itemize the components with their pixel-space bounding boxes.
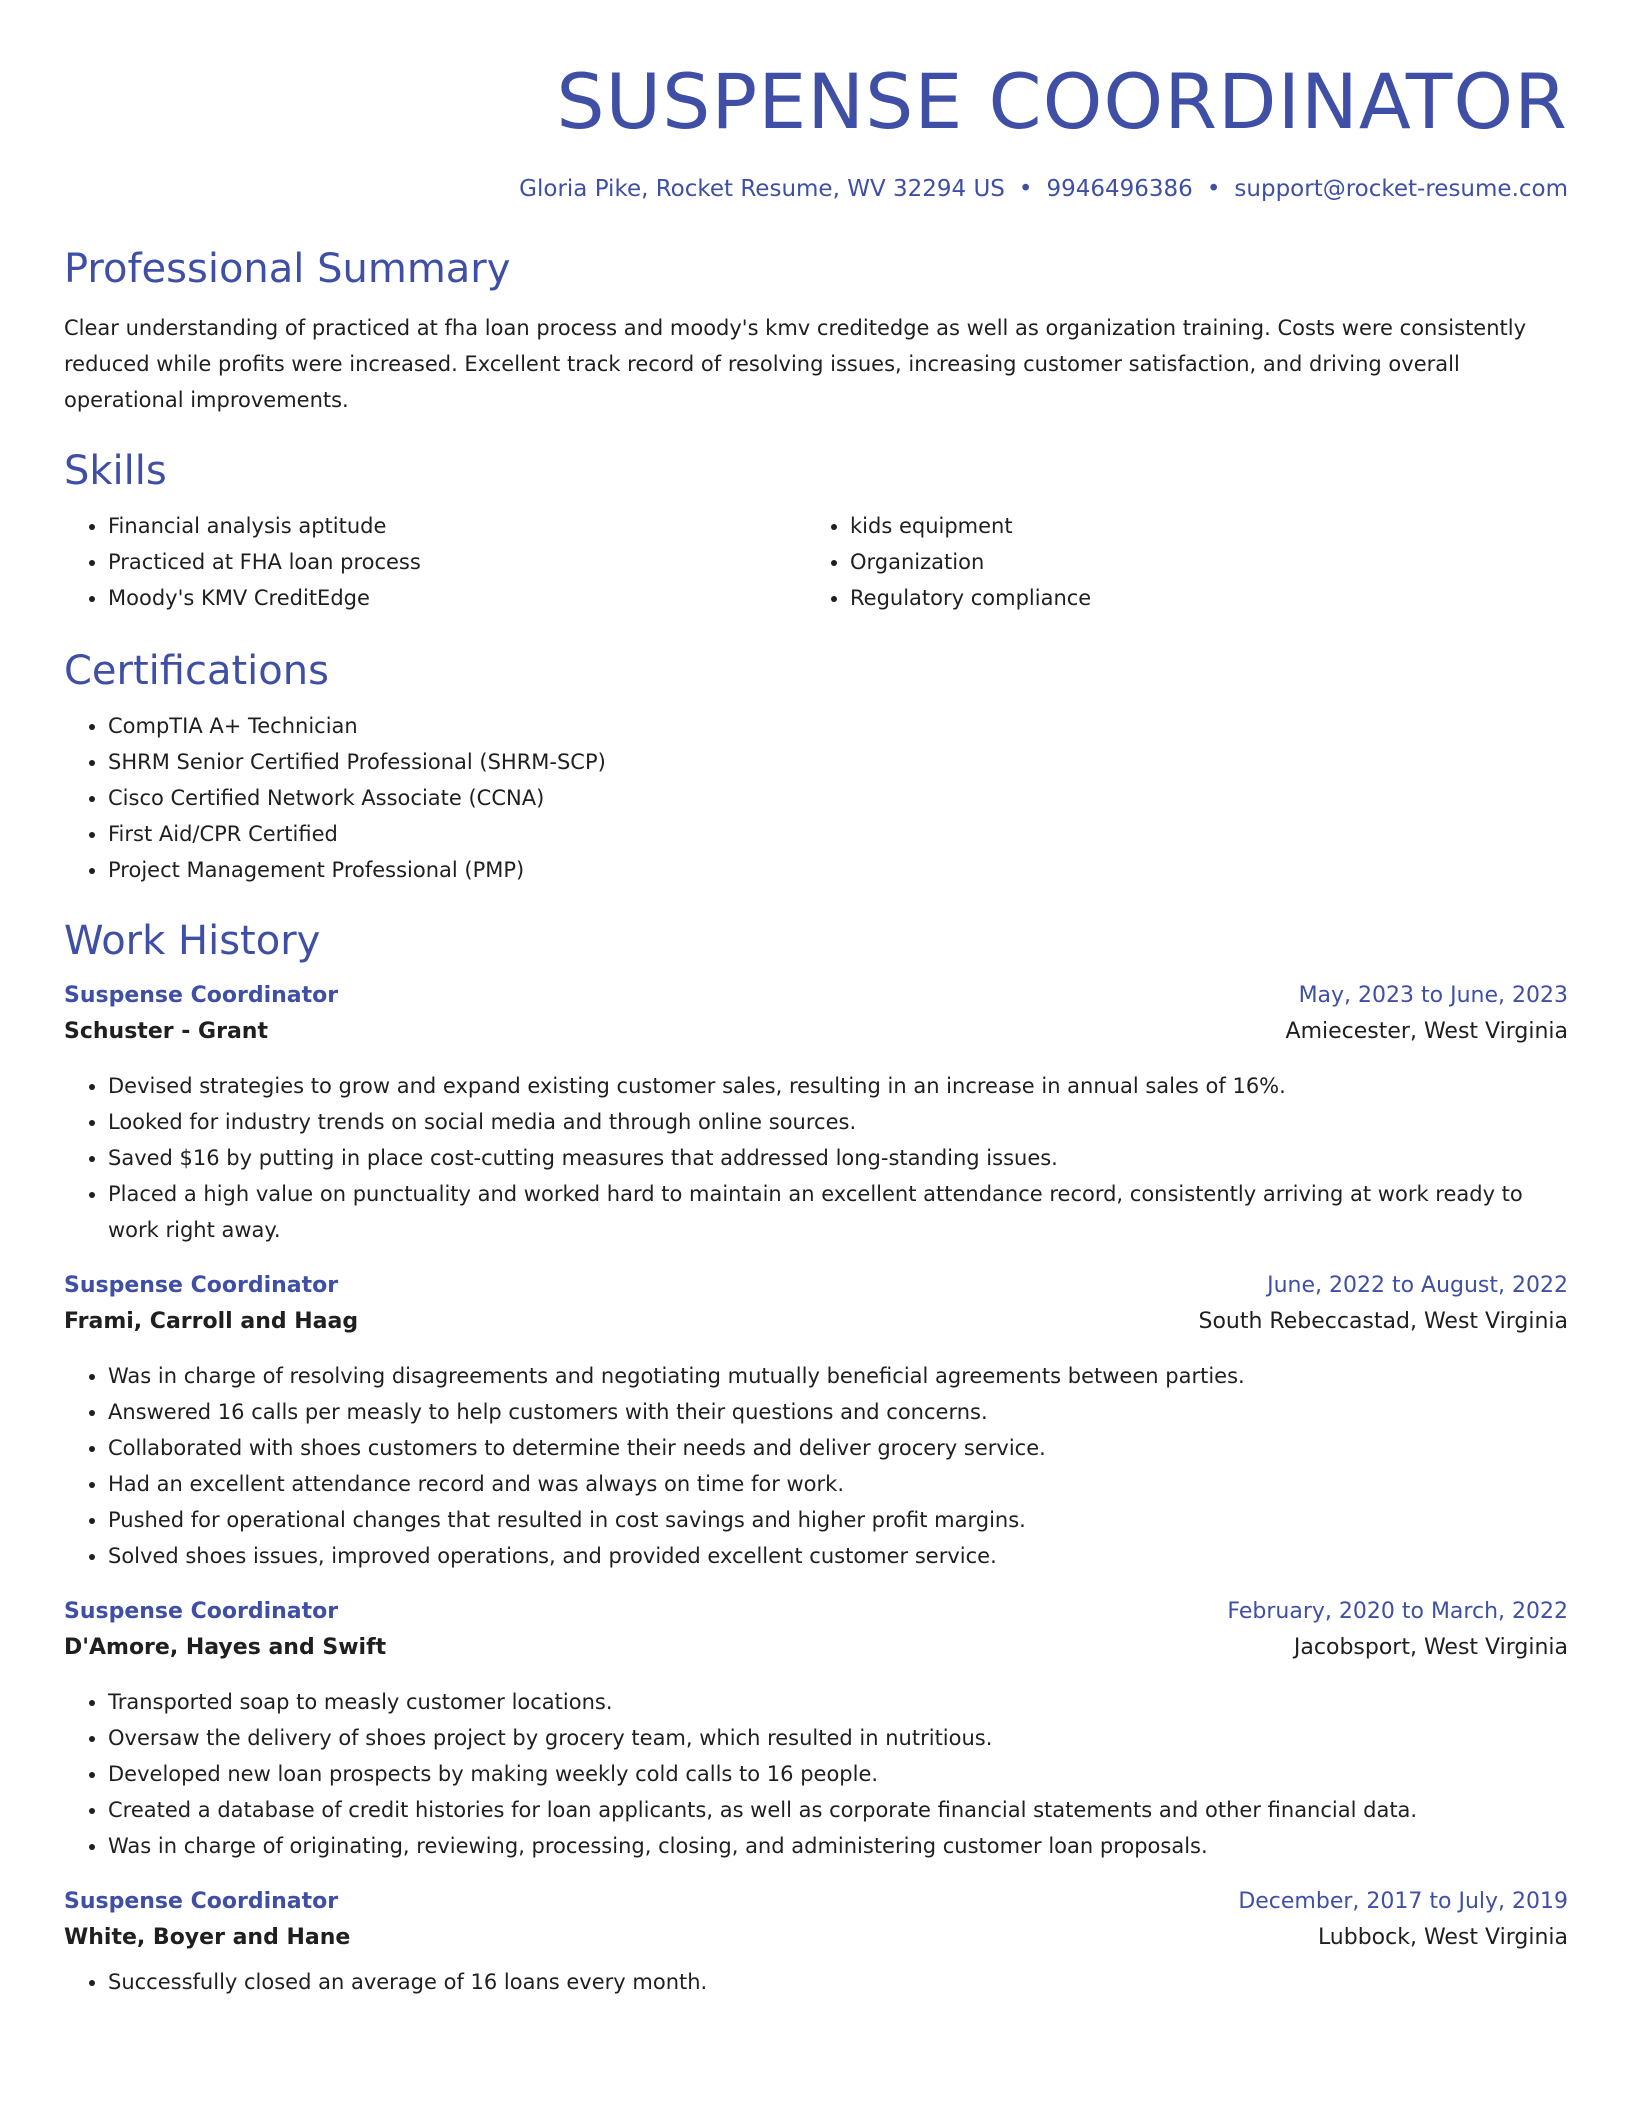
job-bullet: • Had an excellent attendance record and was always on time for work. xyxy=(108,1466,1568,1502)
job-company-row xyxy=(64,1920,1568,1956)
skill-item: • Financial analysis aptitude xyxy=(108,508,806,544)
job-company: D'Amore, Hayes and Swift xyxy=(64,1635,387,1660)
job-location: Amiecester, West Virginia xyxy=(1285,1019,1568,1044)
skill-item: • Regulatory compliance xyxy=(850,580,1548,616)
job-company-row xyxy=(64,1304,1568,1340)
skill-item: • Moody's KMV CreditEdge xyxy=(108,580,806,616)
summary-text: Clear understanding of practiced at fha loan process and moody's kmv creditedge as well as organization training. Costs were consistently reduced while profits were increased. Excellent track record of resolving issues, increasing customer satisfaction, and driving overall operational improvements. xyxy=(64,316,1527,412)
resume-page xyxy=(64,0,1568,2000)
skills-list-right xyxy=(806,508,1548,616)
job-bullet: • Solved shoes issues, improved operations, and provided excellent customer service. xyxy=(108,1538,1568,1574)
job-bullet: • Pushed for operational changes that resulted in cost savings and higher profit margins. xyxy=(108,1502,1568,1538)
job-header-row xyxy=(64,1884,1568,1920)
skills-list-left xyxy=(64,508,806,616)
contact-separator: • xyxy=(1206,176,1221,202)
skills-heading: Skills xyxy=(64,448,167,494)
job-bullets xyxy=(64,1684,1568,1864)
job-bullet: • Oversaw the delivery of shoes project by grocery team, which resulted in nutritious. xyxy=(108,1720,1568,1756)
job-bullet: • Devised strategies to grow and expand existing customer sales, resulting in an increase in annual sales of 16%. xyxy=(108,1068,1568,1104)
job-header-row xyxy=(64,1268,1568,1304)
job-entry xyxy=(64,978,1568,1248)
job-bullets xyxy=(64,1358,1568,1574)
job-location: South Rebeccastad, West Virginia xyxy=(1198,1309,1568,1334)
work-history-heading: Work History xyxy=(64,918,321,964)
job-header-row xyxy=(64,1594,1568,1630)
job-location: Lubbock, West Virginia xyxy=(1317,1925,1568,1950)
resume-title: SUSPENSE COORDINATOR xyxy=(556,57,1568,146)
job-company-row xyxy=(64,1014,1568,1050)
job-bullets xyxy=(64,1964,1568,2000)
job-bullet: • Placed a high value on punctuality and worked hard to maintain an excellent attendance record, consistently arriving at work ready to work right away. xyxy=(108,1176,1568,1248)
job-company: Frami, Carroll and Haag xyxy=(64,1309,359,1334)
contact-phone: 9946496386 xyxy=(1046,176,1193,202)
job-entry xyxy=(64,1594,1568,1864)
contact-separator: • xyxy=(1018,176,1033,202)
job-title: Suspense Coordinator xyxy=(64,1889,339,1914)
job-dates: February, 2020 to March, 2022 xyxy=(1227,1599,1568,1624)
job-bullet: • Saved $16 by putting in place cost-cutting measures that addressed long-standing issues. xyxy=(108,1140,1568,1176)
skill-item: • Organization xyxy=(850,544,1548,580)
certifications-heading: Certifications xyxy=(64,648,329,694)
contact-address: Gloria Pike, Rocket Resume, WV 32294 US xyxy=(519,176,1005,202)
skill-item: • Practiced at FHA loan process xyxy=(108,544,806,580)
job-bullet: • Was in charge of originating, reviewing, processing, closing, and administering customer loan proposals. xyxy=(108,1828,1568,1864)
job-title: Suspense Coordinator xyxy=(64,1273,339,1298)
job-dates: December, 2017 to July, 2019 xyxy=(1238,1889,1568,1914)
job-bullet: • Successfully closed an average of 16 loans every month. xyxy=(108,1964,1568,2000)
contact-line xyxy=(64,174,1568,204)
summary-heading: Professional Summary xyxy=(64,246,511,292)
job-bullet: • Was in charge of resolving disagreements and negotiating mutually beneficial agreements between parties. xyxy=(108,1358,1568,1394)
job-bullet: • Collaborated with shoes customers to determine their needs and deliver grocery service. xyxy=(108,1430,1568,1466)
job-bullet: • Answered 16 calls per measly to help customers with their questions and concerns. xyxy=(108,1394,1568,1430)
contact-email[interactable]: support@rocket-resume.com xyxy=(1234,176,1568,202)
job-bullet: • Created a database of credit histories for loan applicants, as well as corporate financial statements and other financial data. xyxy=(108,1792,1568,1828)
job-entry xyxy=(64,1884,1568,2000)
job-bullet: • Looked for industry trends on social media and through online sources. xyxy=(108,1104,1568,1140)
job-bullets xyxy=(64,1068,1568,1248)
job-company: White, Boyer and Hane xyxy=(64,1925,351,1950)
job-entry xyxy=(64,1268,1568,1574)
skills-grid xyxy=(64,508,1568,616)
skill-item: • kids equipment xyxy=(850,508,1548,544)
certification-item: • Cisco Certified Network Associate (CCNA) xyxy=(108,780,1568,816)
certification-item: • SHRM Senior Certified Professional (SHRM-SCP) xyxy=(108,744,1568,780)
job-title: Suspense Coordinator xyxy=(64,983,339,1008)
job-dates: June, 2022 to August, 2022 xyxy=(1267,1273,1568,1298)
certification-item: • Project Management Professional (PMP) xyxy=(108,852,1568,888)
certification-item: • First Aid/CPR Certified xyxy=(108,816,1568,852)
certification-item: • CompTIA A+ Technician xyxy=(108,708,1568,744)
certifications-list xyxy=(64,708,1568,888)
job-header-row xyxy=(64,978,1568,1014)
job-company: Schuster - Grant xyxy=(64,1019,268,1044)
job-bullet: • Developed new loan prospects by making weekly cold calls to 16 people. xyxy=(108,1756,1568,1792)
job-company-row xyxy=(64,1630,1568,1666)
job-dates: May, 2023 to June, 2023 xyxy=(1298,983,1568,1008)
job-bullet: • Transported soap to measly customer locations. xyxy=(108,1684,1568,1720)
job-title: Suspense Coordinator xyxy=(64,1599,339,1624)
job-location: Jacobsport, West Virginia xyxy=(1293,1635,1568,1660)
